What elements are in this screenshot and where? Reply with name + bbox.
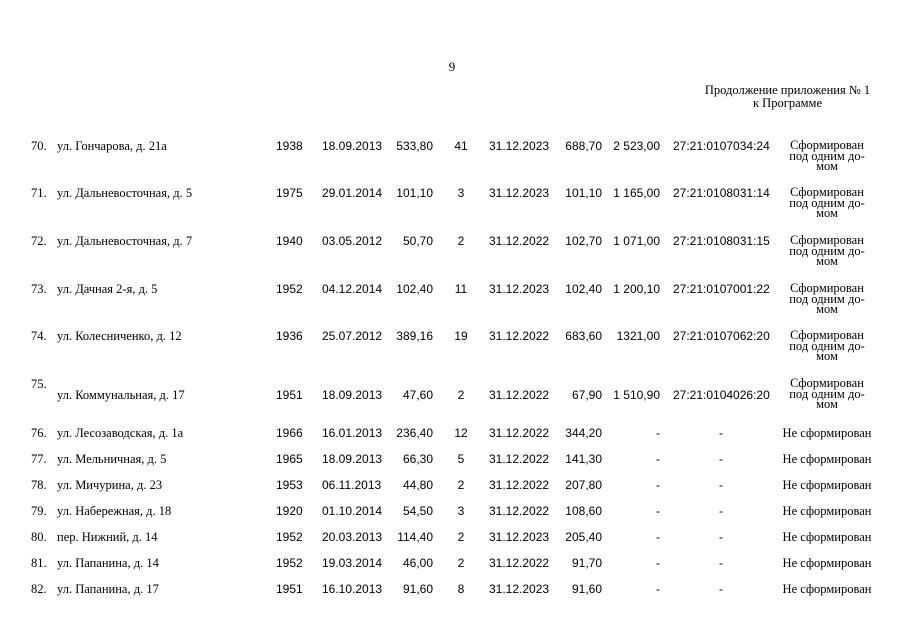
cadastral-number: - <box>719 452 723 466</box>
build-year: 1952 <box>276 530 303 544</box>
status <box>778 140 876 172</box>
planned-date: 31.12.2022 <box>489 504 550 518</box>
cadastral-number: 27:21:0107001:22 <box>673 282 770 296</box>
land-area: 1 071,00 <box>613 234 660 248</box>
build-year: 1952 <box>276 282 303 296</box>
recognition-date: 18.09.2013 <box>322 139 383 153</box>
status <box>778 583 876 596</box>
area-value: 91,60 <box>402 582 433 596</box>
cadastral-number: 27:21:0107034:24 <box>673 139 770 153</box>
address: ул. Коммунальная, д. 17 <box>57 388 185 402</box>
land-area: - <box>656 478 660 492</box>
appendix-note-line: Продолжение приложения № 1 <box>704 83 871 97</box>
address: ул. Мичурина, д. 23 <box>57 478 163 492</box>
row-number: 74. <box>31 329 47 343</box>
status-line: мом <box>816 159 838 173</box>
build-year: 1951 <box>276 388 303 402</box>
resident-count: 2 <box>457 530 465 544</box>
row-number: 72. <box>31 234 47 248</box>
row-number: 76. <box>31 426 47 440</box>
row-number: 71. <box>31 186 47 200</box>
planned-date: 31.12.2022 <box>489 388 550 402</box>
status-line: Не сформирован <box>782 556 872 570</box>
status-line: Сформирован <box>790 233 864 247</box>
status <box>778 479 876 492</box>
recognition-date: 16.10.2013 <box>322 582 383 596</box>
area-value: 44,80 <box>402 478 433 492</box>
status-line: под одним до- <box>789 386 865 401</box>
total-area: 141,30 <box>565 452 602 466</box>
row-number: 80. <box>31 530 47 544</box>
land-area: 1 165,00 <box>613 186 660 200</box>
area-value: 50,70 <box>402 234 433 248</box>
status-line: Не сформирован <box>782 530 872 544</box>
status-line: Сформирован <box>790 328 864 342</box>
status-line: под одним до- <box>789 291 865 306</box>
resident-count: 2 <box>457 478 465 492</box>
status <box>778 427 876 440</box>
recognition-date: 03.05.2012 <box>322 234 383 248</box>
total-area: 102,40 <box>565 282 602 296</box>
planned-date: 31.12.2022 <box>489 452 550 466</box>
land-area: - <box>656 504 660 518</box>
planned-date: 31.12.2023 <box>489 186 550 200</box>
address: ул. Дальневосточная, д. 7 <box>57 234 193 248</box>
total-area: 207,80 <box>565 478 602 492</box>
status <box>778 557 876 570</box>
resident-count: 8 <box>457 582 465 596</box>
address: ул. Гончарова, д. 21а <box>57 139 167 153</box>
status <box>778 235 876 267</box>
row-number: 81. <box>31 556 47 570</box>
appendix-note <box>680 84 895 110</box>
area-value: 389,16 <box>396 329 433 343</box>
resident-count: 41 <box>454 139 468 153</box>
total-area: 67,90 <box>571 388 602 402</box>
status-line: мом <box>816 349 838 363</box>
resident-count: 3 <box>457 186 465 200</box>
address: пер. Нижний, д. 14 <box>57 530 158 544</box>
planned-date: 31.12.2023 <box>489 282 550 296</box>
planned-date: 31.12.2023 <box>489 139 550 153</box>
page-number: 9 <box>448 59 456 74</box>
build-year: 1951 <box>276 582 303 596</box>
resident-count: 2 <box>457 556 465 570</box>
status <box>778 505 876 518</box>
appendix-note-line: к Программе <box>752 96 823 110</box>
land-area: - <box>656 452 660 466</box>
build-year: 1952 <box>276 556 303 570</box>
status-line: Не сформирован <box>782 452 872 466</box>
status <box>778 187 876 219</box>
build-year: 1965 <box>276 452 303 466</box>
status-line: под одним до- <box>789 148 865 163</box>
row-number: 77. <box>31 452 47 466</box>
cadastral-number: - <box>719 426 723 440</box>
area-value: 114,40 <box>397 530 433 544</box>
status-line: Сформирован <box>790 376 864 390</box>
area-value: 101,10 <box>396 186 433 200</box>
status-line: под одним до- <box>789 338 865 353</box>
total-area: 102,70 <box>565 234 602 248</box>
status-line: под одним до- <box>789 195 865 210</box>
status <box>778 453 876 466</box>
row-number: 79. <box>31 504 47 518</box>
recognition-date: 19.03.2014 <box>322 556 383 570</box>
cadastral-number: - <box>719 504 723 518</box>
status-line: Не сформирован <box>782 504 872 518</box>
status <box>778 378 876 410</box>
total-area: 91,70 <box>571 556 602 570</box>
status-line: под одним до- <box>789 243 865 258</box>
status-line: мом <box>816 302 838 316</box>
address: ул. Дальневосточная, д. 5 <box>57 186 193 200</box>
build-year: 1940 <box>276 234 303 248</box>
status <box>778 283 876 315</box>
area-value: 46,00 <box>402 556 433 570</box>
cadastral-number: - <box>719 556 723 570</box>
area-value: 47,60 <box>402 388 433 402</box>
status-line: мом <box>816 206 838 220</box>
total-area: 101,10 <box>565 186 602 200</box>
land-area: - <box>656 556 660 570</box>
total-area: 683,60 <box>565 329 602 343</box>
cadastral-number: - <box>719 530 723 544</box>
build-year: 1938 <box>276 139 303 153</box>
planned-date: 31.12.2023 <box>489 582 550 596</box>
resident-count: 2 <box>457 234 465 248</box>
row-number: 78. <box>31 478 47 492</box>
address: ул. Дачная 2-я, д. 5 <box>57 282 158 296</box>
land-area: 1321,00 <box>616 329 660 343</box>
address: ул. Мельничная, д. 5 <box>57 452 167 466</box>
recognition-date: 06.11.2013 <box>322 478 382 492</box>
land-area: - <box>656 426 660 440</box>
land-area: 1 510,90 <box>613 388 660 402</box>
planned-date: 31.12.2022 <box>489 329 550 343</box>
resident-count: 2 <box>457 388 465 402</box>
land-area: 1 200,10 <box>613 282 660 296</box>
row-number: 82. <box>31 582 47 596</box>
row-number: 73. <box>31 282 47 296</box>
build-year: 1953 <box>276 478 303 492</box>
recognition-date: 25.07.2012 <box>322 329 383 343</box>
cadastral-number: 27:21:0108031:14 <box>673 186 770 200</box>
cadastral-number: - <box>719 582 723 596</box>
row-number: 70. <box>31 139 47 153</box>
address: ул. Набережная, д. 18 <box>57 504 172 518</box>
recognition-date: 20.03.2013 <box>322 530 383 544</box>
recognition-date: 04.12.2014 <box>322 282 383 296</box>
planned-date: 31.12.2023 <box>489 530 550 544</box>
planned-date: 31.12.2022 <box>489 556 550 570</box>
resident-count: 5 <box>457 452 465 466</box>
status <box>778 531 876 544</box>
status-line: Не сформирован <box>782 582 872 596</box>
planned-date: 31.12.2022 <box>489 478 550 492</box>
planned-date: 31.12.2022 <box>489 426 550 440</box>
address: ул. Колесниченко, д. 12 <box>57 329 182 343</box>
status-line: Сформирован <box>790 185 864 199</box>
cadastral-number: - <box>719 478 723 492</box>
area-value: 236,40 <box>396 426 433 440</box>
resident-count: 3 <box>457 504 465 518</box>
cadastral-number: 27:21:0107062:20 <box>673 329 770 343</box>
total-area: 108,60 <box>565 504 602 518</box>
total-area: 205,40 <box>565 530 602 544</box>
resident-count: 19 <box>454 329 468 343</box>
address: ул. Папанина, д. 17 <box>57 582 159 596</box>
land-area: 2 523,00 <box>613 139 660 153</box>
total-area: 91,60 <box>571 582 602 596</box>
area-value: 533,80 <box>396 139 433 153</box>
total-area: 344,20 <box>565 426 602 440</box>
land-area: - <box>656 530 660 544</box>
land-area: - <box>656 582 660 596</box>
build-year: 1966 <box>276 426 303 440</box>
status-line: Сформирован <box>790 138 864 152</box>
status-line: Сформирован <box>790 281 864 295</box>
area-value: 102,40 <box>396 282 433 296</box>
planned-date: 31.12.2022 <box>489 234 550 248</box>
row-number: 75. <box>31 377 47 391</box>
status-line: мом <box>816 397 838 411</box>
address: ул. Папанина, д. 14 <box>57 556 159 570</box>
address: ул. Лесозаводская, д. 1а <box>57 426 184 440</box>
recognition-date: 18.09.2013 <box>322 388 383 402</box>
build-year: 1920 <box>276 504 303 518</box>
status-line: Не сформирован <box>782 478 872 492</box>
recognition-date: 16.01.2013 <box>322 426 383 440</box>
build-year: 1975 <box>276 186 303 200</box>
cadastral-number: 27:21:0104026:20 <box>673 388 770 402</box>
recognition-date: 29.01.2014 <box>322 186 383 200</box>
cadastral-number: 27:21:0108031:15 <box>673 234 770 248</box>
total-area: 688,70 <box>565 139 602 153</box>
recognition-date: 01.10.2014 <box>322 504 383 518</box>
status-line: мом <box>816 254 838 268</box>
area-value: 54,50 <box>402 504 433 518</box>
recognition-date: 18.09.2013 <box>322 452 383 466</box>
resident-count: 11 <box>454 282 468 296</box>
status-line: Не сформирован <box>782 426 872 440</box>
resident-count: 12 <box>454 426 468 440</box>
status <box>778 330 876 362</box>
build-year: 1936 <box>276 329 303 343</box>
area-value: 66,30 <box>402 452 433 466</box>
